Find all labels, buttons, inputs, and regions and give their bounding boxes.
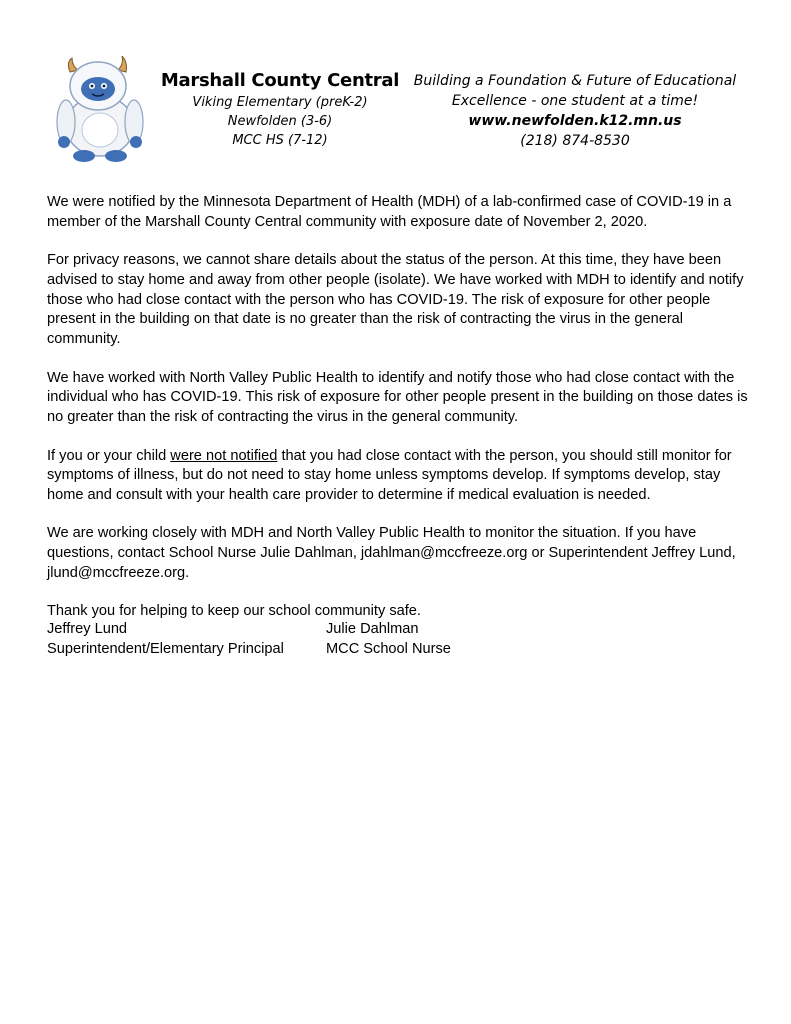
- phone-number: (218) 874-8530: [520, 133, 630, 149]
- school-line-high-school: MCC HS (7-12): [232, 133, 328, 148]
- not-notified-underline: were not notified: [170, 447, 278, 464]
- paragraph-monitor-rest: that you had close contact with the person, you should still monitor for symptoms of illness, but do not need to stay home unless symptoms develop. If symptoms develop, stay home and consult with your health care provider to determine if medical evaluation is needed.: [47, 447, 732, 503]
- signature-superintendent: [47, 620, 284, 659]
- paragraph-monitor-start: If you or your child: [47, 447, 171, 464]
- paragraph-north-valley: We have worked with North Valley Public Health to identify and notify those who had close contact with the individual who has COVID-19. This risk of exposure for other people present in the building on those dates is no greater than the risk of contracting the virus in the general community.: [47, 369, 748, 425]
- motto-line-2: Excellence - one student at a time!: [451, 93, 699, 109]
- signature-title: MCC School Nurse: [326, 640, 451, 657]
- paragraph-contact: We are working closely with MDH and North Valley Public Health to monitor the situation. If you have questions, contact School Nurse Julie Dahlman, jdahlman@mccfreeze.org or Superintendent Jeffrey Lund, jlund@mccfreeze.org.: [47, 525, 736, 581]
- letter-body: [47, 193, 752, 641]
- website-link[interactable]: www.newfolden.k12.mn.us: [468, 113, 682, 129]
- paragraph-monitor: [47, 447, 752, 506]
- signature-name: Julie Dahlman: [326, 621, 419, 637]
- school-line-viking: Viking Elementary (preK-2): [192, 95, 368, 110]
- signature-name: Jeffrey Lund: [47, 621, 128, 637]
- yeti-mascot-icon: [52, 56, 148, 164]
- signature-nurse: [326, 620, 451, 659]
- school-header: [160, 70, 400, 150]
- school-line-newfolden: Newfolden (3-6): [227, 114, 333, 129]
- paragraph-thanks: Thank you for helping to keep our school community safe.: [47, 603, 421, 620]
- signature-title: Superintendent/Elementary Principal: [47, 640, 284, 657]
- paragraph-privacy: For privacy reasons, we cannot share details about the status of the person. At this time, they have been advised to stay home and away from other people (isolate). We have worked with MDH to identify and notify those who had close contact with the person who has COVID-19. The risk of exposure for other people present in the building on that date is no greater than the risk of contracting the virus in the general community.: [47, 252, 744, 347]
- motto-line-1: Building a Foundation & Future of Educational: [413, 73, 737, 89]
- paragraph-notification: We were notified by the Minnesota Department of Health (MDH) of a lab-confirmed case of COVID-19 in a member of the Marshall County Central community with exposure date of November 2, 2020.: [47, 194, 732, 230]
- motto-header: [405, 71, 745, 151]
- school-name: Marshall County Central: [160, 70, 400, 91]
